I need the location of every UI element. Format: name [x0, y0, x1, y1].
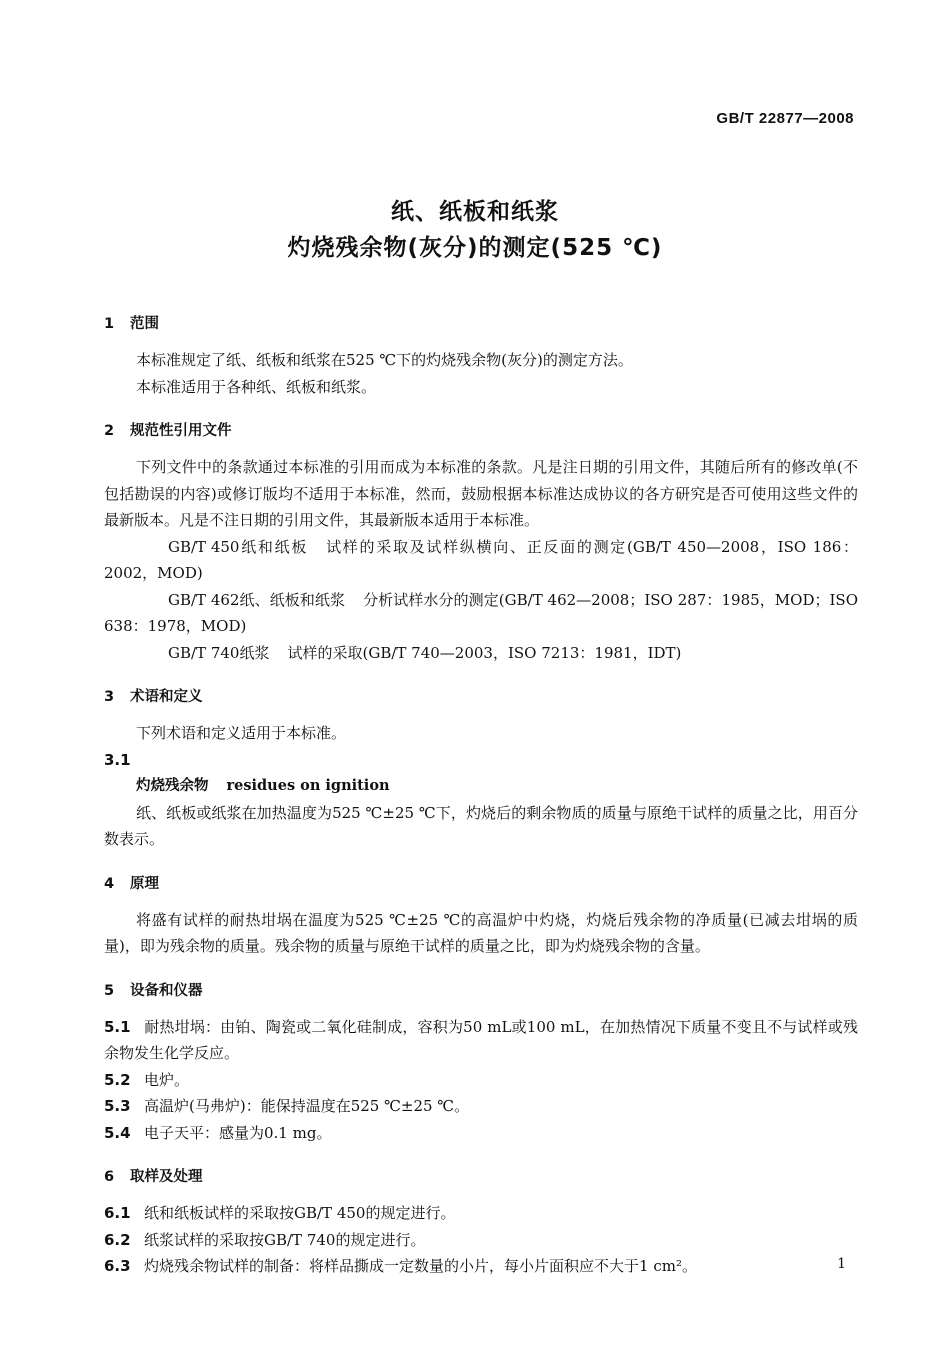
section-number: 4 [104, 875, 115, 892]
section-heading-3 [104, 685, 858, 706]
paragraph: 本标准适用于各种纸、纸板和纸浆。 [136, 377, 377, 396]
reference-code: GB/T 462 [168, 590, 240, 609]
paragraph: 将盛有试样的耐热坩埚在温度为525 ℃±25 ℃的高温炉中灼烧，灼烧后残余物的净质量(已减去坩埚的质量)，即为残余物的质量。残余物的质量与原绝干试样的质量之比，即为灼烧残余物的含量。 [104, 910, 858, 955]
standard-code: GB/T 22877—2008 [716, 110, 854, 127]
section-heading-2 [104, 419, 858, 440]
clause-text: 纸浆试样的采取按GB/T 740的规定进行。 [144, 1230, 426, 1249]
reference-name: 纸浆 [239, 643, 270, 662]
section-number: 2 [104, 423, 115, 439]
clause-item [104, 1067, 858, 1094]
subsection-num: 3.1 [104, 750, 131, 769]
term-chinese: 灼烧残余物 [136, 778, 209, 794]
section-number: 3 [104, 689, 115, 705]
section-title: 范围 [130, 316, 159, 332]
clause-text: 电炉。 [144, 1070, 190, 1089]
section-title: 术语和定义 [130, 689, 203, 705]
clause-item [104, 1227, 858, 1254]
section-title: 设备和仪器 [130, 982, 203, 999]
reference-entry [104, 534, 858, 587]
term-entry [104, 773, 858, 800]
section-title: 取样及处理 [130, 1169, 203, 1185]
section-heading-4 [104, 872, 858, 893]
clause-item [104, 1014, 858, 1067]
section-title: 规范性引用文件 [130, 423, 232, 439]
reference-code: GB/T 740 [168, 643, 240, 662]
clause-text: 耐热坩埚：由铂、陶瓷或二氧化硅制成，容积为50 mL或100 mL，在加热情况下质量不变且不与试样或残余物发生化学反应。 [104, 1017, 858, 1062]
clause-item [104, 1093, 858, 1120]
clause-number: 6.1 [104, 1204, 131, 1222]
clause-text: 高温炉(马弗炉)：能保持温度在525 ℃±25 ℃。 [144, 1097, 470, 1115]
clause-text: 电子天平：感量为0.1 mg。 [144, 1123, 332, 1142]
clause-item [104, 1253, 858, 1280]
reference-name: 纸、纸板和纸浆 [239, 590, 346, 609]
section-number: 6 [104, 1169, 115, 1185]
clause-number: 5.4 [104, 1123, 131, 1142]
section-heading-5 [104, 979, 858, 1000]
page-number: 1 [837, 1256, 846, 1272]
section-title: 原理 [130, 875, 159, 892]
paragraph: 下列术语和定义适用于本标准。 [136, 724, 347, 742]
reference-desc: 试样的采取及试样纵横向、正反面的测定(GB/T 450—2008，ISO 186：2002，MOD) [104, 537, 858, 582]
document-body [104, 312, 858, 1280]
title-line-1: 纸、纸板和纸浆 [391, 199, 559, 225]
clause-text: 纸和纸板试样的采取按GB/T 450的规定进行。 [144, 1204, 456, 1222]
reference-code: GB/T 450 [168, 537, 240, 556]
clause-item [104, 1120, 858, 1147]
section-heading-1 [104, 312, 858, 333]
clause-number: 6.3 [104, 1257, 131, 1275]
reference-entry [104, 587, 858, 640]
reference-name: 纸和纸板 [239, 537, 309, 556]
paragraph: 下列文件中的条款通过本标准的引用而成为本标准的条款。凡是注日期的引用文件，其随后所有的修改单(不包括勘误的内容)或修订版均不适用于本标准，然而，鼓励根据本标准达成协议的各方研究是否可使用这些文件的最新版本。凡是不注日期的引用文件，其最新版本适用于本标准。 [104, 458, 858, 529]
reference-desc: 试样的采取(GB/T 740—2003，ISO 7213：1981，IDT) [287, 643, 682, 662]
section-number: 1 [104, 316, 115, 332]
section-heading-6 [104, 1165, 858, 1186]
term-definition: 纸、纸板或纸浆在加热温度为525 ℃±25 ℃下，灼烧后的剩余物质的质量与原绝干试样的质量之比，用百分数表示。 [104, 803, 858, 848]
term-english: residues on ignition [226, 777, 390, 794]
clause-item [104, 1200, 858, 1227]
reference-entry [104, 640, 858, 667]
title-line-2: 灼烧残余物(灰分)的测定(525 ℃) [287, 235, 663, 261]
clause-number: 5.3 [104, 1097, 131, 1115]
clause-number: 5.1 [104, 1017, 131, 1036]
subsection-number [104, 747, 858, 774]
clause-text: 灼烧残余物试样的制备：将样品撕成一定数量的小片，每小片面积应不大于1 cm²。 [144, 1257, 697, 1275]
clause-number: 5.2 [104, 1070, 131, 1089]
reference-desc: 分析试样水分的测定(GB/T 462—2008；ISO 287：1985，MOD；ISO 638：1978，MOD) [104, 590, 858, 635]
clause-number: 6.2 [104, 1230, 131, 1249]
paragraph: 本标准规定了纸、纸板和纸浆在525 ℃下的灼烧残余物(灰分)的测定方法。 [136, 351, 633, 369]
section-number: 5 [104, 982, 115, 999]
document-title [0, 194, 950, 266]
